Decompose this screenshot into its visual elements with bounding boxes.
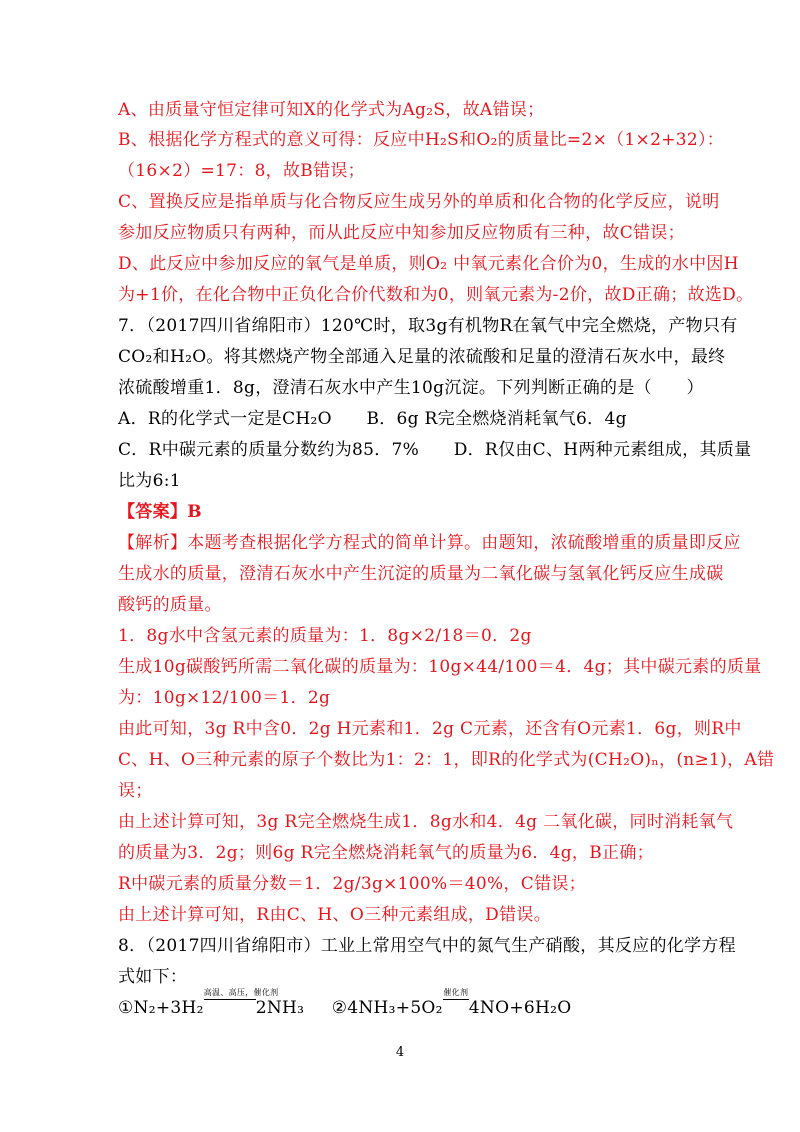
option-a-explanation: A、由质量守恒定律可知X的化学式为Ag₂S，故A错误； [118, 100, 545, 120]
answer-label: 【答案】B [118, 502, 202, 522]
analysis-oxygen-consumed: 由上述计算可知，3g R完全燃烧生成1．8g水和4．4g 二氧化碳，同时消耗氧气 [118, 812, 734, 832]
equation-2-arrow [443, 988, 469, 1019]
analysis-oxygen-consumed-cont: 的质量为3．2g；则6g R完全燃烧消耗氧气的质量为6．4g，B正确； [118, 843, 654, 863]
equation-1-products: 2NH₃ [255, 998, 305, 1018]
question-8-stem-cont: 式如下： [118, 967, 188, 987]
question-7-options-ab: A．R的化学式一定是CH₂O B．6g R完全燃烧消耗氧气6．4g [118, 409, 627, 429]
analysis-intro: 【解析】本题考查根据化学方程式的简单计算。由题知，浓硫酸增重的质量即反应 [118, 533, 741, 553]
analysis-ratio: C、H、O三种元素的原子个数比为1：2：1，即R的化学式为(CH₂O)ₙ，(n≥1)，A错 [118, 750, 775, 770]
question-8-stem: 8．（2017四川省绵阳市）工业上常用空气中的氮气生产硝酸，其反应的化学方程 [118, 936, 736, 956]
analysis-hydrogen-calc: 1．8g水中含氢元素的质量为：1．8g×2/18＝0．2g [118, 626, 532, 646]
question-7-stem: 7．（2017四川省绵阳市）120℃时，取3g有机物R在氧气中完全燃烧，产物只有 [118, 316, 738, 336]
equation-1-condition: 高温、高压，催化剂 [203, 988, 279, 997]
question-7-stem-cont: CO₂和H₂O。将其燃烧产物全部通入足量的浓硫酸和足量的澄清石灰水中，最终 [118, 347, 726, 367]
analysis-intro-cont2: 酸钙的质量。 [118, 595, 222, 615]
option-b-explanation-cont: （16×2）=17：8，故B错误； [118, 161, 365, 181]
question-7-options-cd: C．R中碳元素的质量分数约为85．7% D．R仅由C、H两种元素组成，其质量 [118, 440, 752, 460]
analysis-mass-fraction: R中碳元素的质量分数＝1．2g/3g×100%＝40%，C错误； [118, 874, 586, 894]
analysis-elements: 由上述计算可知，R由C、H、O三种元素组成，D错误。 [118, 905, 551, 925]
equation-2-condition: 催化剂 [443, 988, 469, 997]
analysis-oxygen-calc: 由此可知，3g R中含0．2g H元素和1．2g C元素，还含有O元素1．6g，则R中 [118, 719, 742, 739]
option-b-explanation: B、根据化学方程式的意义可得：反应中H₂S和O₂的质量比=2×（1×2+32）： [118, 130, 725, 150]
option-d-explanation-cont: 为+1价，在化合物中正负化合价代数和为0，则氧元素为-2价，故D正确；故选D。 [118, 285, 754, 305]
page-number: 4 [395, 1045, 405, 1060]
equation-2-products: 4NO+6H₂O [468, 998, 572, 1018]
question-7-option-d-cont: 比为6:1 [118, 471, 181, 491]
reaction-equations [118, 988, 572, 1019]
equation-1-reactants: ①N₂+3H₂ [118, 998, 204, 1018]
analysis-intro-cont: 生成水的质量，澄清石灰水中产生沉淀的质量为二氧化碳与氢氧化钙反应生成碳 [118, 564, 724, 584]
option-d-explanation: D、此反应中参加反应的氧气是单质，则O₂ 中氧元素化合价为0，生成的水中因H [118, 254, 739, 274]
question-7-stem-cont2: 浓硫酸增重1．8g，澄清石灰水中产生10g沉淀。下列判断正确的是（ ） [118, 378, 704, 398]
option-c-explanation-cont: 参加反应物质只有两种，而从此反应中知参加反应物质有三种，故C错误； [118, 223, 685, 243]
option-c-explanation: C、置换反应是指单质与化合物反应生成另外的单质和化合物的化学反应，说明 [118, 192, 720, 212]
analysis-carbon-calc: 生成10g碳酸钙所需二氧化碳的质量为：10g×44/100＝4．4g；其中碳元素的质量 [118, 657, 762, 677]
analysis-ratio-cont: 误； [118, 781, 153, 801]
analysis-carbon-calc-cont: 为：10g×12/100＝1．2g [118, 688, 331, 708]
equation-2-reactants: ②4NH₃+5O₂ [331, 998, 443, 1018]
equation-1-arrow [203, 988, 279, 1019]
